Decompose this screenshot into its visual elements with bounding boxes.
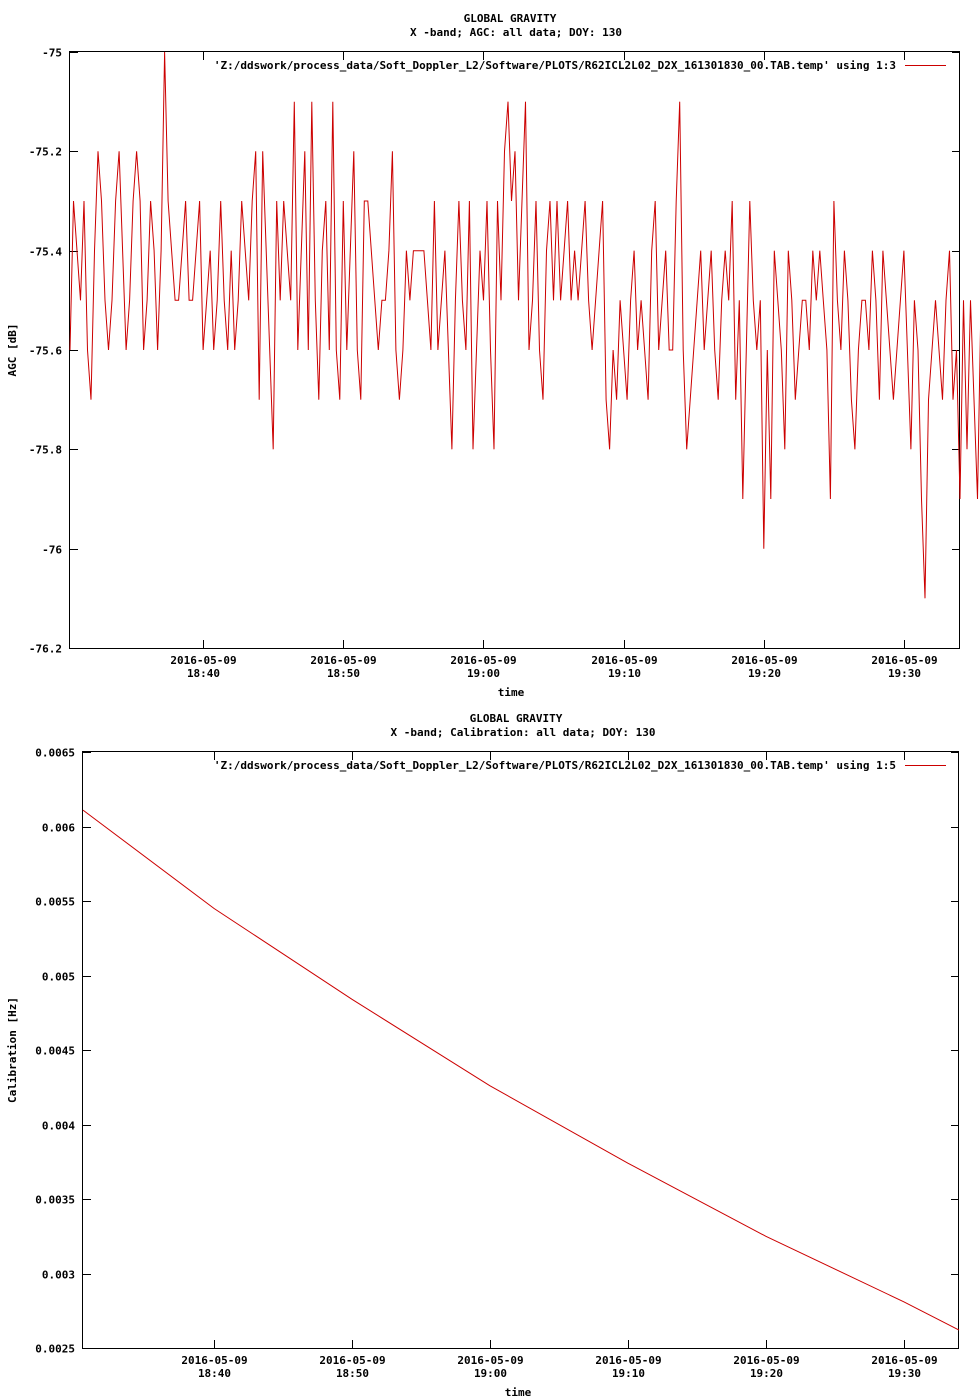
y-tick-label: -75.6 bbox=[28, 344, 62, 358]
x-tick-time: 18:40 bbox=[186, 667, 221, 680]
x-tick-date: 2016-05-09 bbox=[731, 654, 798, 667]
y-tick-label: 0.0055 bbox=[35, 895, 75, 909]
y-tick-label: -76 bbox=[42, 543, 62, 557]
x-tick-time: 19:30 bbox=[887, 667, 922, 680]
x-tick-time: 18:50 bbox=[335, 1367, 370, 1380]
y-axis-label: AGC [dB] bbox=[6, 323, 19, 377]
legend-entry: 'Z:/ddswork/process_data/Soft_Doppler_L2/Software/PLOTS/R62ICL2L02_D2X_161301830_00.TAB.temp' using 1:5 bbox=[213, 759, 896, 772]
x-tick-time: 18:50 bbox=[326, 667, 361, 680]
x-tick-date: 2016-05-09 bbox=[595, 1354, 662, 1367]
x-tick-time: 19:30 bbox=[887, 1367, 922, 1380]
y-tick-label: 0.005 bbox=[41, 970, 75, 984]
y-tick-label: 0.004 bbox=[41, 1119, 75, 1133]
chart-title: GLOBAL GRAVITY bbox=[469, 712, 563, 725]
agc-chart bbox=[6, 12, 980, 699]
y-tick-label: 0.0025 bbox=[35, 1342, 75, 1356]
x-tick-time: 19:00 bbox=[466, 667, 501, 680]
x-tick-date: 2016-05-09 bbox=[457, 1354, 524, 1367]
y-axis-label: Calibration [Hz] bbox=[6, 997, 19, 1103]
x-tick-date: 2016-05-09 bbox=[319, 1354, 386, 1367]
legend-entry: 'Z:/ddswork/process_data/Soft_Doppler_L2/Software/PLOTS/R62ICL2L02_D2X_161301830_00.TAB.temp' using 1:3 bbox=[213, 59, 896, 72]
y-tick-label: -75.4 bbox=[28, 245, 62, 259]
y-axis-ticks bbox=[35, 747, 959, 1356]
x-tick-time: 19:10 bbox=[607, 667, 642, 680]
series-line-agc bbox=[70, 52, 980, 598]
chart-title: GLOBAL GRAVITY bbox=[463, 12, 557, 25]
x-axis-label: time bbox=[504, 1386, 532, 1399]
x-tick-date: 2016-05-09 bbox=[871, 1354, 938, 1367]
y-tick-label: 0.0035 bbox=[35, 1193, 75, 1207]
y-tick-label: -76.2 bbox=[28, 642, 62, 656]
calibration-chart bbox=[6, 712, 959, 1399]
x-tick-date: 2016-05-09 bbox=[450, 654, 517, 667]
x-tick-date: 2016-05-09 bbox=[170, 654, 237, 667]
plot-frame bbox=[83, 752, 959, 1349]
x-tick-date: 2016-05-09 bbox=[591, 654, 658, 667]
x-axis-ticks bbox=[170, 52, 937, 680]
x-axis-label: time bbox=[497, 686, 525, 699]
y-tick-label: -75.2 bbox=[28, 145, 62, 159]
chart-subtitle: X -band; Calibration: all data; DOY: 130 bbox=[390, 726, 656, 739]
chart-subtitle: X -band; AGC: all data; DOY: 130 bbox=[410, 26, 622, 39]
x-tick-time: 19:20 bbox=[749, 1367, 784, 1380]
x-tick-date: 2016-05-09 bbox=[181, 1354, 248, 1367]
y-tick-label: 0.006 bbox=[41, 821, 75, 835]
y-tick-label: 0.003 bbox=[41, 1268, 75, 1282]
x-tick-time: 18:40 bbox=[197, 1367, 232, 1380]
series-line-calibration bbox=[83, 810, 959, 1330]
y-axis-ticks bbox=[29, 47, 960, 656]
x-axis-ticks bbox=[181, 752, 937, 1380]
x-tick-time: 19:20 bbox=[747, 667, 782, 680]
x-tick-date: 2016-05-09 bbox=[310, 654, 377, 667]
x-tick-time: 19:00 bbox=[473, 1367, 508, 1380]
x-tick-time: 19:10 bbox=[611, 1367, 646, 1380]
x-tick-date: 2016-05-09 bbox=[733, 1354, 800, 1367]
y-tick-label: -75.8 bbox=[28, 443, 62, 457]
x-tick-date: 2016-05-09 bbox=[871, 654, 938, 667]
y-tick-label: -75 bbox=[42, 46, 62, 60]
y-tick-label: 0.0045 bbox=[35, 1044, 75, 1058]
y-tick-label: 0.0065 bbox=[35, 746, 75, 760]
